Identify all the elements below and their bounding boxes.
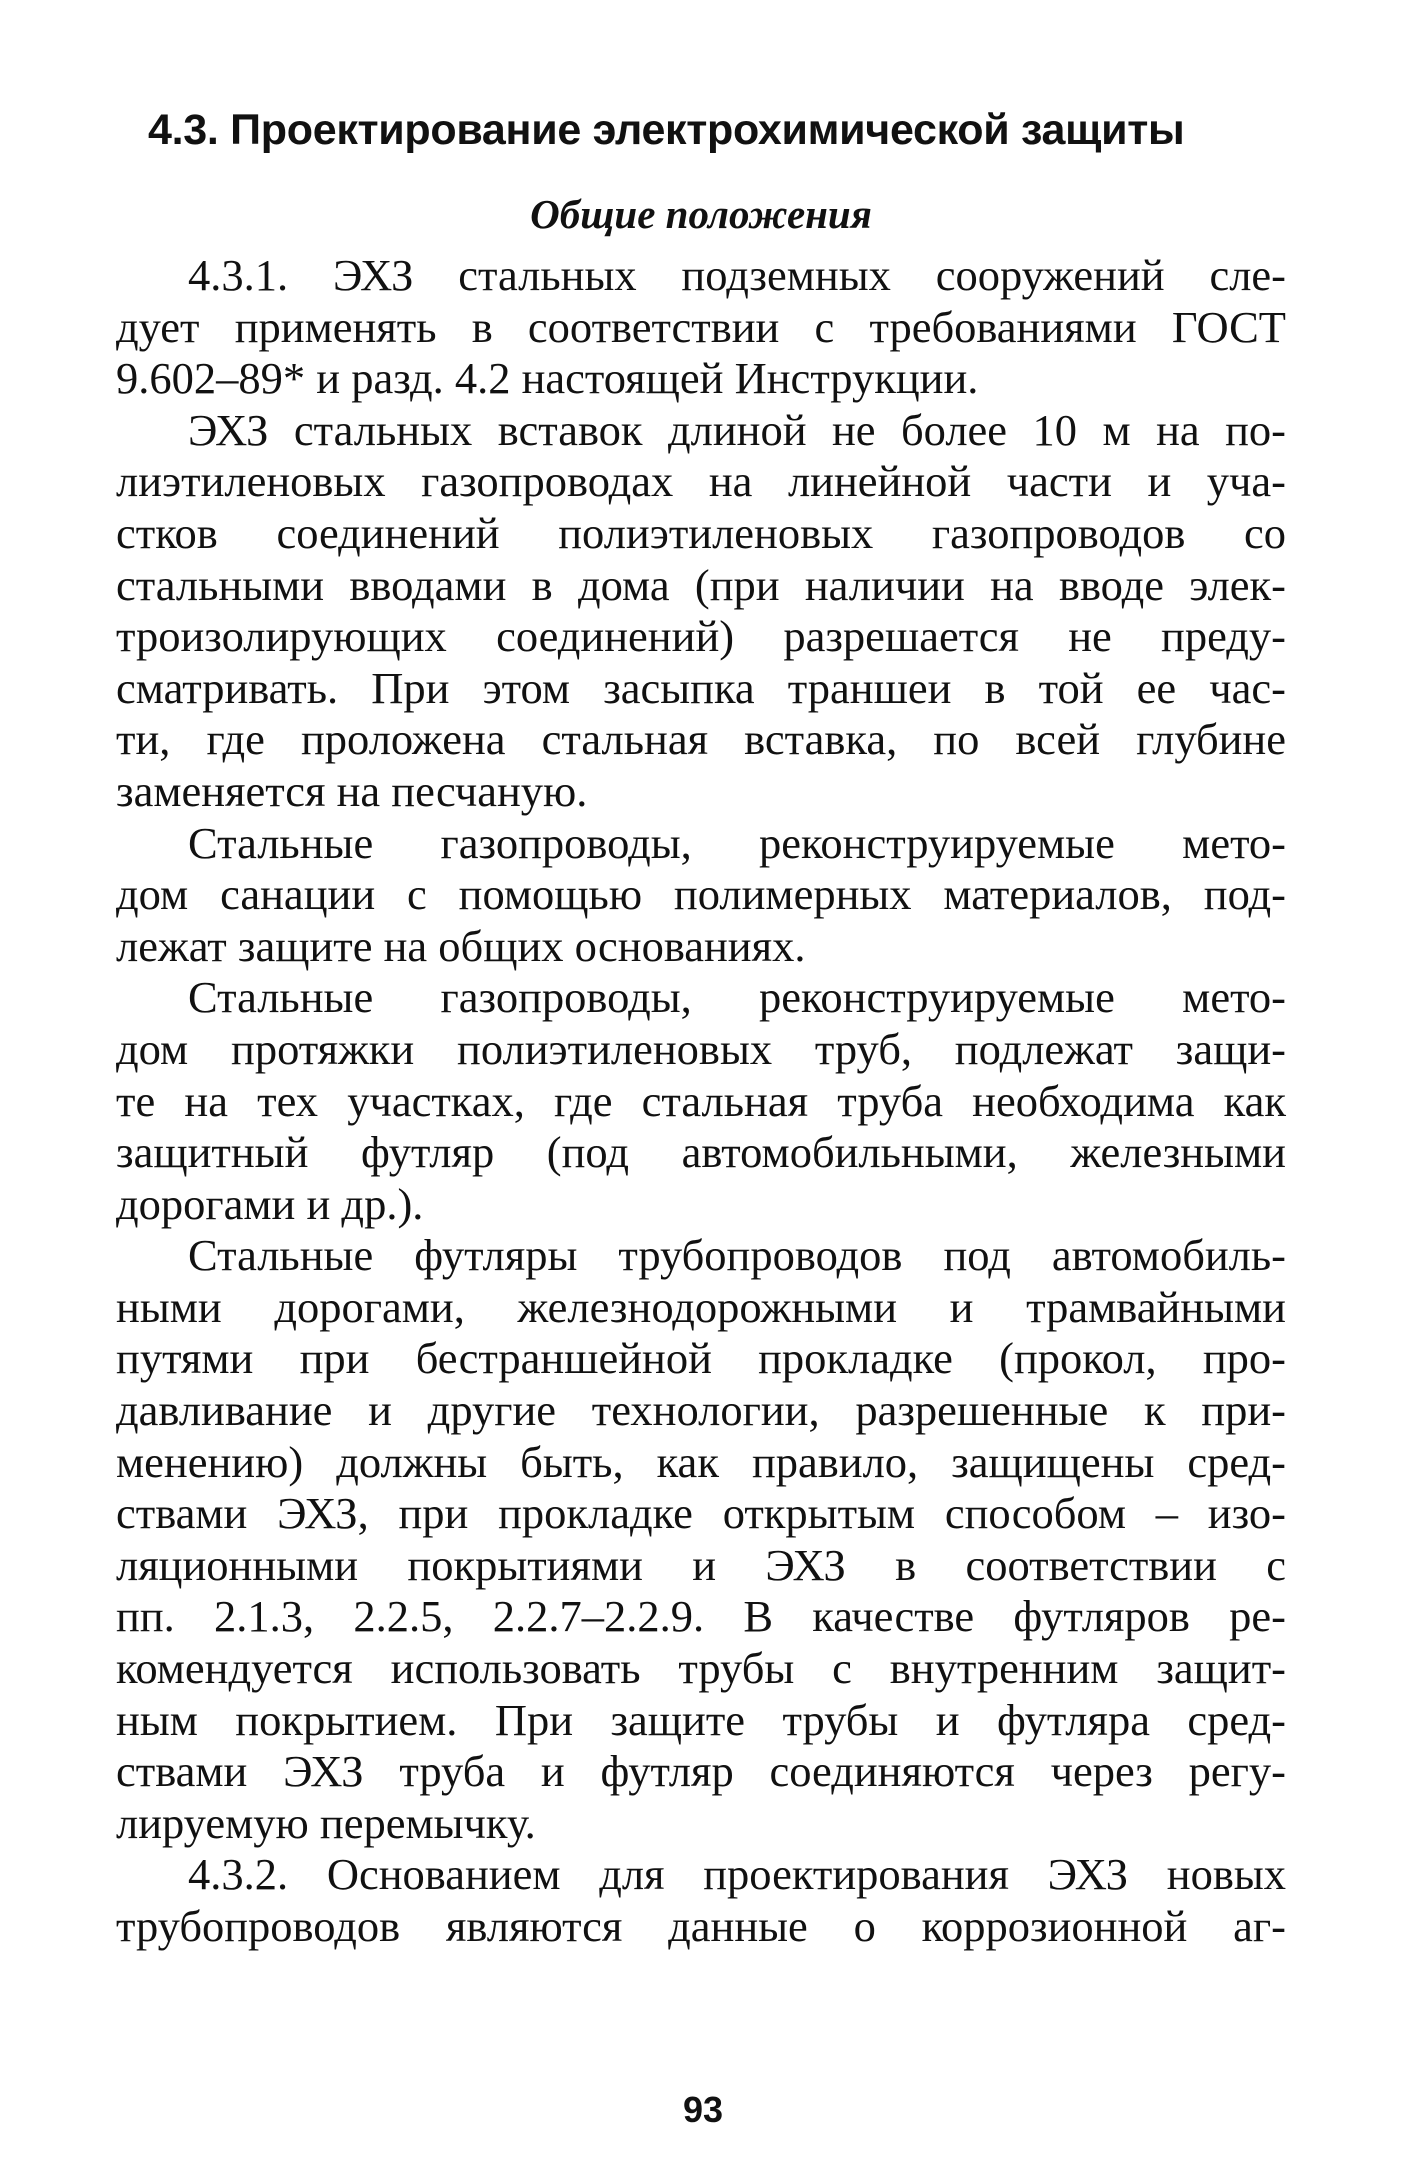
text-line: лируемую перемычку. xyxy=(116,1797,536,1848)
body-text xyxy=(116,250,1286,1953)
subheading: Общие положения xyxy=(530,191,872,237)
text-line: заменяется на песчаную. xyxy=(116,765,588,816)
text-line: ными дорогами, железнодорожными и трамвайными xyxy=(116,1281,1286,1332)
text-line: дом санации с помощью полимерных материалов, под- xyxy=(116,869,1286,920)
text-line: Стальные газопроводы, реконструируемые мето- xyxy=(188,817,1286,868)
text-line: 4.3.1. ЭХЗ стальных подземных сооружений сле- xyxy=(188,250,1286,300)
text-line: путями при бестраншейной прокладке (прокол, про- xyxy=(116,1333,1286,1384)
text-line: 4.3.2. Основанием для проектирования ЭХЗ новых xyxy=(188,1849,1286,1900)
text-line: защитный футляр (под автомобильными, железными xyxy=(116,1127,1286,1178)
text-line: лиэтиленовых газопроводах на линейной части и уча- xyxy=(116,456,1286,507)
text-line: ЭХЗ стальных вставок длиной не более 10 м на по- xyxy=(188,404,1286,455)
page-content xyxy=(116,100,1286,1953)
text-line: Стальные футляры трубопроводов под автомобиль- xyxy=(188,1230,1286,1281)
text-line: лежат защите на общих основаниях. xyxy=(116,920,806,971)
text-line: комендуется использовать трубы с внутренним защит- xyxy=(116,1643,1286,1694)
text-line: ным покрытием. При защите трубы и футляра сред- xyxy=(116,1694,1286,1745)
text-line: сматривать. При этом засыпка траншеи в той ее час- xyxy=(116,662,1286,713)
text-line: стальными вводами в дома (при наличии на вводе элек- xyxy=(116,559,1286,610)
section-title: 4.3. Проектирование электрохимической защиты xyxy=(148,106,1185,154)
text-line: ляционными покрытиями и ЭХЗ в соответствии с xyxy=(116,1539,1286,1590)
text-line: стков соединений полиэтиленовых газопроводов со xyxy=(116,507,1286,558)
page-number: 93 xyxy=(682,2089,724,2130)
text-line: трубопроводов являются данные о коррозионной аг- xyxy=(116,1901,1286,1951)
text-line: дом протяжки полиэтиленовых труб, подлежат защи- xyxy=(116,1023,1286,1074)
text-line: ствами ЭХЗ труба и футляр соединяются через регу- xyxy=(116,1746,1286,1797)
text-line: ти, где проложена стальная вставка, по всей глубине xyxy=(116,714,1286,765)
text-line: пп. 2.1.3, 2.2.5, 2.2.7–2.2.9. В качестве футляров ре- xyxy=(116,1591,1286,1642)
text-line: менению) должны быть, как правило, защищены сред- xyxy=(116,1436,1286,1487)
text-line: троизолирующих соединений) разрешается не преду- xyxy=(116,611,1286,662)
text-line: дует применять в соответствии с требованиями ГОСТ xyxy=(116,301,1286,352)
text-line: давливание и другие технологии, разрешенные к при- xyxy=(116,1385,1286,1436)
text-line: те на тех участках, где стальная труба необходима как xyxy=(116,1075,1286,1126)
text-line: дорогами и др.). xyxy=(116,1178,424,1229)
text-line: Стальные газопроводы, реконструируемые мето- xyxy=(188,972,1286,1023)
text-line: 9.602–89* и разд. 4.2 настоящей Инструкции. xyxy=(116,353,979,404)
text-line: ствами ЭХЗ, при прокладке открытым способом – изо- xyxy=(116,1488,1286,1539)
